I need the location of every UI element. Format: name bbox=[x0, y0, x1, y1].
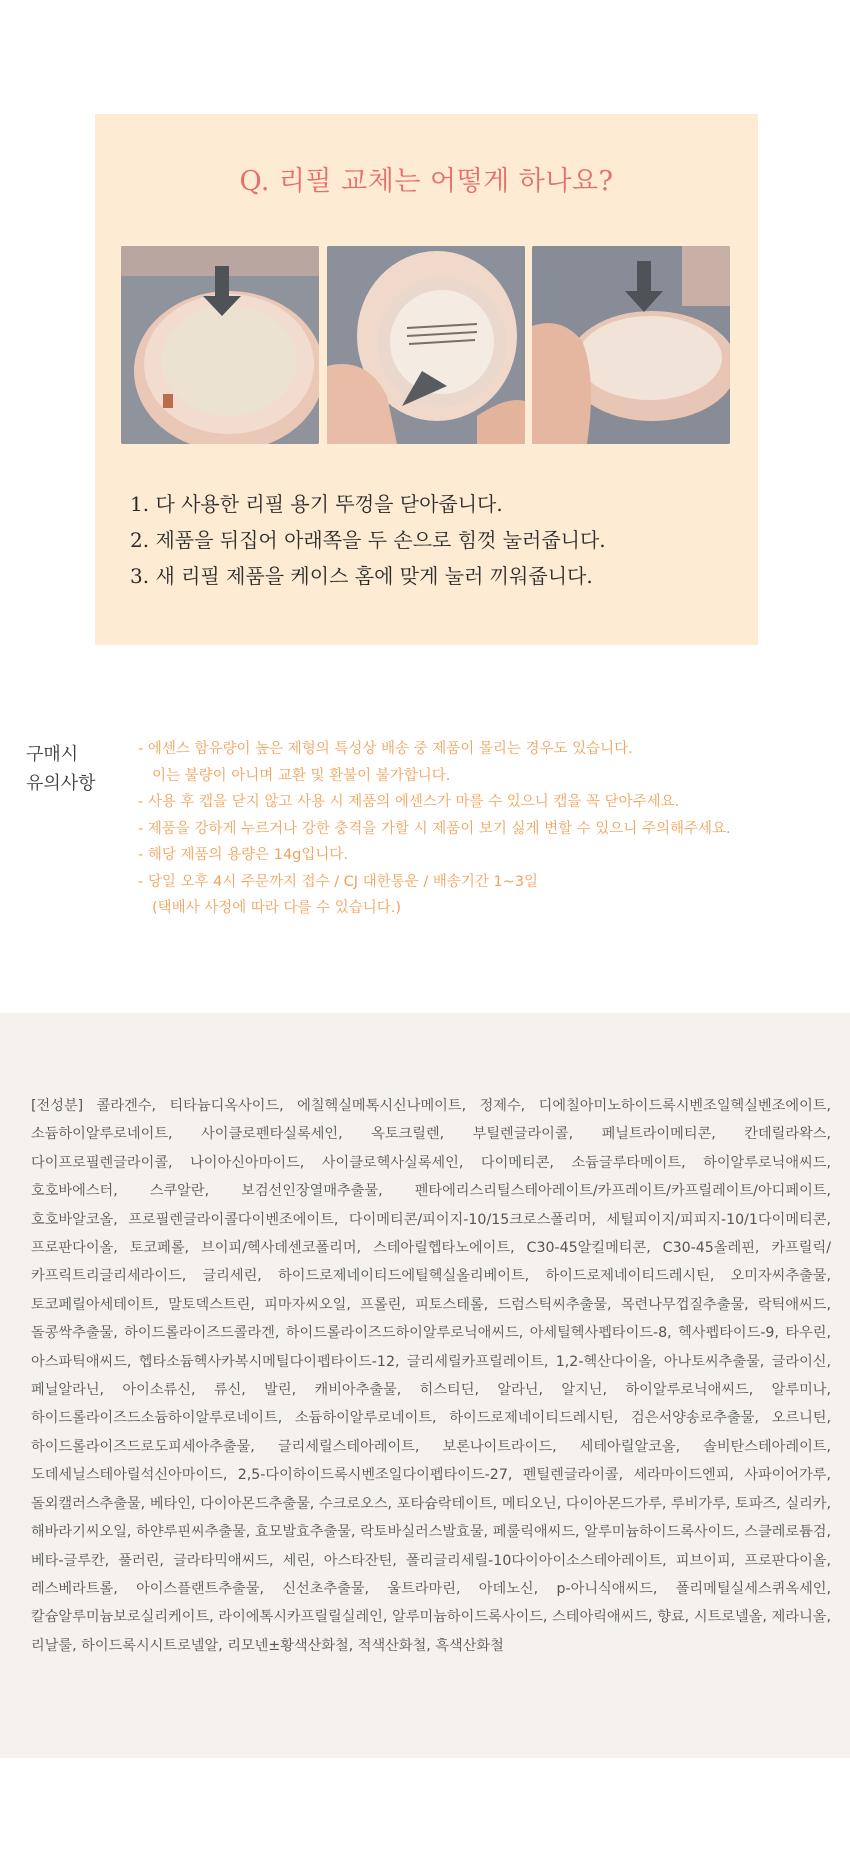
notice-item: (택배사 사정에 따라 다를 수 있습니다.) bbox=[152, 900, 402, 916]
ingredients-text: [전성분] 콜라겐수, 티타늄디옥사이드, 에칠헥실메톡시신나메이트, 정제수, 디에칠아미노하이드록시벤조일헥실벤조에이트, 소듐하이알루로네이트, 사이클로펜타실록세인, 옥토크릴렌, 부틸렌글라이콜, 페닐트라이메티콘, 칸데릴라왁스, 다이프로필렌글라이콜, 나이아신아마이드, 사이클로헥사실록세인, 다이메티콘, 소듐글루타메이트, 하이알루로닉애씨드, 호호바에스터, 스쿠알란, 보검선인장열매추출물, 펜타에리스리틸스테아레이트/카프레이트/카프릴레이트/아디페이트, 호호바알코올, 프로필렌글라이콜다이벤조에이트, 다이메티콘/피이지-10/15크로스폴리머, 세틸피이지/피피지-10/1다이메티콘, 프로판다이올, 토코페롤, 브이피/헥사데센코폴리머, 스테아릴헵타노에이트, C30-45알킬메티콘, C30-45올레핀, 카프릴릭/카프릭트리글리세라이드, 글리세린, 하이드로제네이티드에틸헥실올리베이트, 하이드로제네이티드레시틴, 오미자씨추출물, 토코페릴아세테이트, 말토덱스트린, 피마자씨오일, 프롤린, 피토스테롤, 드럼스틱씨추출물, 목련나무껍질추출물, 락틱애씨드, 돌콩싹추출물, 하이드롤라이즈드콜라겐, 하이드롤라이즈드하이알루로닉애씨드, 아세틸헥사펩타이드-8, 헥사펩타이드-9, 타우린, 아스파틱애씨드, 헵타소듐헥사카복시메틸다이펩타이드-12, 글리세릴카프릴레이트, 1,2-헥산다이올, 아나토씨추출물, 글라이신, 페닐알라닌, 아이소류신, 류신, 발린, 캐비아추출물, 히스티딘, 알라닌, 알지닌, 하이알루로닉애씨드, 알루미나, 하이드롤라이즈드소듐하이알루로네이트, 소듐하이알루로네이트, 하이드로제네이티드레시틴, 검은서양송로추출물, 오르니틴, 하이드롤라이즈드로도피세아추출물, 글리세릴스테아레이트, 보론나이트라이드, 세테아릴알코올, 솔비탄스테아레이트, 도데세닐스테아릴석신아마이드, 2,5-다이하이드록시벤조일다이펩타이드-27, 펜틸렌글라이콜, 세라마이드엔피, 사파이어가루, 돌외캘러스추출물, 베타인, 다이아몬드추출물, 수크로오스, 포타슘락테이트, 메티오닌, 다이아몬드가루, 루비가루, 토파즈, 실리카, 해바라기씨오일, 하얀루핀씨추출물, 효모발효추출물, 락토바실러스발효물, 페룰릭애씨드, 알루미늄하이드록사이드, 스클레로튬검, 베타-글루칸, 풀러린, 글라타믹애씨드, 세린, 아스타잔틴, 폴리글리세릴-10다이아이소스테아레이트, 피브이피, 프로판다이올, 레스베라트롤, 아이스플랜트추출물, 신선초추출물, 울트라마린, 아데노신, p-아니식애씨드, 폴리메틸실세스퀴옥세인, 칼슘알루미늄보로실리케이트, 라이에톡시카프릴릴실레인, 알루미늄하이드록사이드, 스테아릭애씨드, 향료, 시트로넬올, 제라니올, 리날룰, 하이드록시시트로넬알, 리모넨±황색산화철, 적색산화철, 흑색산화철 bbox=[31, 1098, 831, 1654]
notice-item: 이는 불량이 아니며 교환 및 환불이 불가합니다. bbox=[152, 767, 451, 784]
notice-label-line: 구매시 bbox=[26, 744, 79, 765]
notice-item: - 당일 오후 4시 주문까지 접수 / CJ 대한통운 / 배송기간 1~3일 bbox=[138, 873, 539, 890]
closed-refill-illustration bbox=[121, 246, 319, 444]
purchase-notice-list bbox=[138, 736, 731, 922]
step-item: 1. 다 사용한 리필 용기 뚜껑을 닫아줍니다. bbox=[130, 492, 503, 516]
notice-item: - 제품을 강하게 누르거나 강한 충격을 가할 시 제품이 보기 싫게 변할 수 있으니 주의해주세요. bbox=[138, 820, 731, 837]
flipped-refill-illustration bbox=[327, 246, 525, 444]
notice-item: - 해당 제품의 용량은 14g입니다. bbox=[138, 847, 349, 863]
notice-item: - 사용 후 캡을 닫지 않고 사용 시 제품의 에센스가 마를 수 있으니 캡을 꼭 닫아주세요. bbox=[138, 794, 680, 810]
refill-faq-box bbox=[95, 114, 758, 645]
insert-refill-illustration bbox=[532, 246, 730, 444]
purchase-notice-label bbox=[26, 740, 96, 798]
step-item: 2. 제품을 뒤집어 아래쪽을 두 손으로 힘껏 눌러줍니다. bbox=[130, 528, 606, 552]
notice-label-line: 유의사항 bbox=[26, 773, 96, 794]
refill-step-photo-2 bbox=[327, 246, 525, 444]
refill-steps-list bbox=[130, 486, 606, 594]
step-item: 3. 새 리필 제품을 케이스 홈에 맞게 눌러 끼워줍니다. bbox=[130, 564, 593, 588]
refill-step-photo-3 bbox=[532, 246, 730, 444]
ingredients-section bbox=[0, 1013, 850, 1758]
faq-title: Q. 리필 교체는 어떻게 하나요? bbox=[239, 166, 614, 197]
refill-step-photo-1 bbox=[121, 246, 319, 444]
notice-item: - 에센스 함유량이 높은 제형의 특성상 배송 중 제품이 몰리는 경우도 있습니다. bbox=[138, 741, 633, 757]
